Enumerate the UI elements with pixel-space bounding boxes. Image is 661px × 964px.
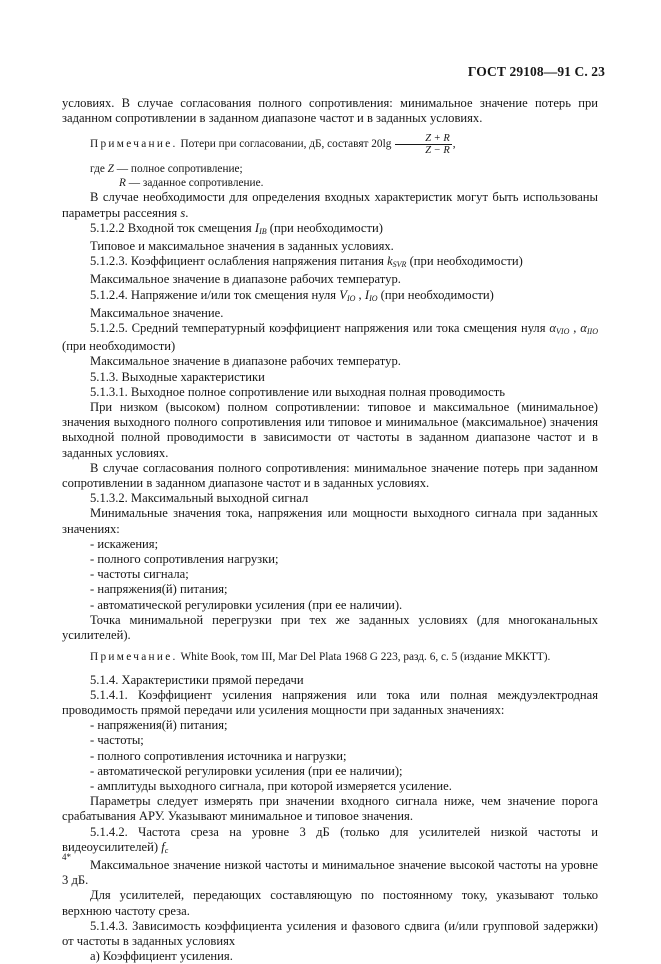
section-5-1-2-5: 5.1.2.5. Средний температурный коэффициент напряжения или тока смещения нуля $\alpha_{VIO}$ , $\alpha_{IIO}$ (при необходимости)	[62, 321, 598, 354]
list-item: - напряжения(й) питания;	[90, 582, 228, 597]
note-text: Потери при согласовании, дБ, составят 20lg	[180, 138, 392, 151]
formula-fraction	[395, 133, 452, 156]
section-5-1-3-1: 5.1.3.1. Выходное полное сопротивление или выходная полная проводимость	[90, 384, 505, 399]
list-item: - искажения;	[90, 536, 159, 551]
note-text: White Book, том III, Mar Del Plata 1968 G 223, разд. 6, с. 5 (издание МККТТ).	[180, 651, 551, 664]
section-5-1-2-4-text: Максимальное значение.	[90, 305, 224, 320]
list-item: - напряжения(й) питания;	[90, 718, 228, 733]
section-5-1-2-3-text: Максимальное значение в диапазоне рабочих температур.	[90, 272, 401, 287]
paragraph-cutoff-values: Максимальное значение низкой частоты и минимальное значение высокой частоты на уровне 3 дБ.	[62, 857, 598, 888]
paragraph-min-output: Минимальные значения тока, напряжения или мощности выходного сигнала при заданных значениях:	[62, 506, 598, 536]
document-body	[62, 96, 598, 964]
paragraph-matching-losses: условиях. В случае согласования полного сопротивления: минимальное значение потерь при заданном сопротивлении в заданном диапазоне частот и в заданных условиях.	[62, 96, 598, 126]
section-5-1-4-2: 5.1.4.2. Частота среза на уровне 3 дБ (только для усилителей низкой частоты и видеоусилителей) $f_c$	[62, 824, 598, 855]
section-5-1-4: 5.1.4. Характеристики прямой передачи	[90, 672, 304, 687]
list-item: - полного сопротивления нагрузки;	[90, 552, 279, 567]
where-block	[62, 163, 598, 190]
list-gain-conditions	[62, 718, 598, 794]
section-5-1-4-3-a: а) Коэффициент усиления.	[90, 949, 233, 964]
section-5-1-2-2-text: Типовое и максимальное значения в заданных условиях.	[90, 239, 394, 254]
note-label: Примечание.	[90, 138, 178, 151]
list-output-conditions	[62, 537, 598, 613]
list-item: - частоты сигнала;	[90, 567, 189, 582]
section-5-1-3-2: 5.1.3.2. Максимальный выходной сигнал	[90, 491, 309, 506]
paragraph-agc-threshold: Параметры следует измерять при значении входного сигнала ниже, чем значение порога срабатывания АРУ. Указывают минимальное и типовое значения.	[62, 794, 598, 824]
where-line-r: R — заданное сопротивление.	[119, 176, 264, 189]
fraction-numerator: Z + R	[395, 133, 452, 145]
section-5-1-2-5-text: Максимальное значение в диапазоне рабочих температур.	[90, 354, 401, 369]
section-5-1-2-4: 5.1.2.4. Напряжение и/или ток смещения нуля $V_{IO}$ , $I_{IO}$ (при необходимости)	[90, 287, 494, 303]
paragraph-dc-amplifiers: Для усилителей, передающих составляющую по постоянному току, указывают только верхнюю частоту среза.	[62, 888, 598, 918]
list-item: - автоматической регулировки усиления (при ее наличии).	[90, 597, 403, 612]
paragraph-overload-point: Точка минимальной перегрузки при тех же заданных условиях (для многоканальных усилителей).	[62, 612, 598, 643]
where-line-z: где Z — полное сопротивление;	[90, 163, 243, 176]
section-5-1-2-2: 5.1.2.2 Входной ток смещения $I_{IB}$ (при необходимости)	[90, 220, 383, 236]
list-item: - амплитуды выходного сигнала, при которой измеряется усиление.	[90, 778, 452, 793]
note-white-book	[62, 650, 598, 665]
note-matching-losses	[62, 133, 598, 156]
note-label: Примечание.	[90, 651, 178, 664]
page-footer-mark: 4*	[62, 852, 71, 862]
list-item: - полного сопротивления источника и нагрузки;	[90, 748, 347, 763]
section-5-1-3: 5.1.3. Выходные характеристики	[90, 369, 265, 384]
page-header: ГОСТ 29108—91 С. 23	[467, 64, 605, 79]
fraction-denominator: Z − R	[425, 145, 450, 157]
list-item: - автоматической регулировки усиления (при ее наличии);	[90, 763, 403, 778]
list-item: - частоты;	[90, 733, 144, 748]
paragraph-scattering-params: В случае необходимости для определения входных характеристик могут быть использованы параметры рассеяния s.	[62, 190, 598, 220]
section-5-1-4-1: 5.1.4.1. Коэффициент усиления напряжения или тока или полная междуэлектродная проводимость прямой передачи или усиления мощности при заданных значениях:	[62, 687, 598, 717]
paragraph-output-matching: В случае согласования полного сопротивления: минимальное значение потерь при заданном сопротивлении в заданном диапазоне частот и в заданных условиях.	[62, 460, 598, 491]
note-tail: ,	[452, 138, 456, 151]
section-5-1-2-3: 5.1.2.3. Коэффициент ослабления напряжения питания $k_{SVR}$ (при необходимости)	[90, 254, 523, 270]
paragraph-output-impedance: При низком (высоком) полном сопротивлении: типовое и максимальное (минимальное) значения выходного полного сопротивления или типовое и минимальное (максимальное) значения выходной полной проводимости в зависимости от частоты в заданном диапазоне частот и в заданных условиях.	[62, 400, 598, 460]
section-5-1-4-3: 5.1.4.3. Зависимость коэффициента усиления и фазового сдвига (и/или групповой задержки) от частоты в заданных условиях	[62, 918, 598, 948]
